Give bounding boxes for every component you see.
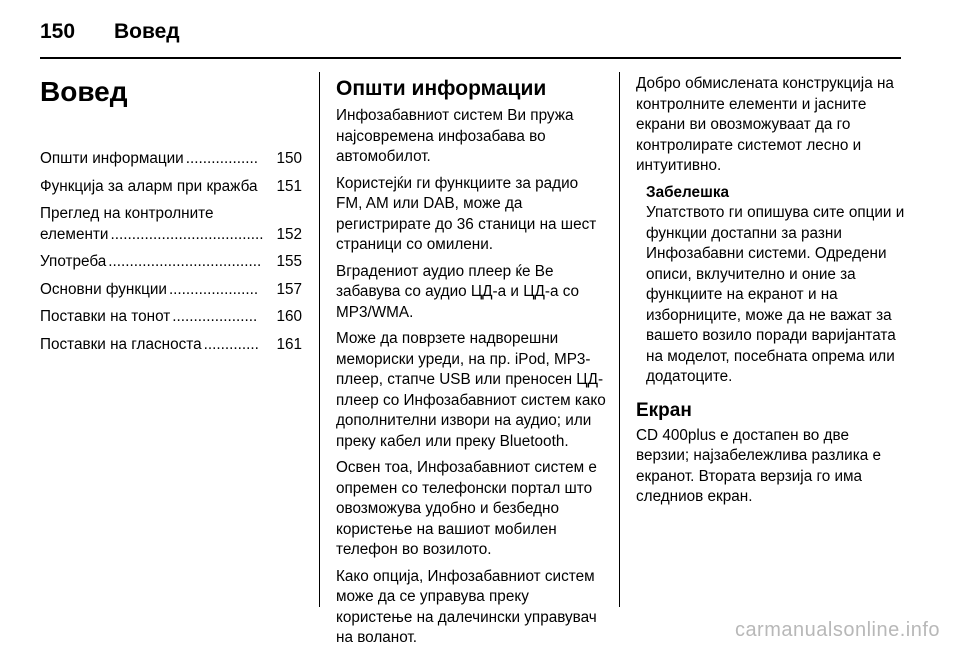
table-of-contents — [40, 149, 302, 355]
page-header — [40, 14, 900, 54]
chapter-title: Вовед — [114, 20, 180, 43]
toc-entry-page: 150 — [276, 150, 302, 167]
toc-entry-label: Поставки на тонот — [40, 308, 171, 325]
toc-entry[interactable] — [40, 177, 302, 198]
toc-dot-leader: .................................... — [110, 225, 264, 243]
toc-dot-leader: ............. — [203, 335, 259, 353]
toc-entry-label: Употреба — [40, 253, 107, 270]
paragraph: Вградениот аудио плеер ќе Ве забавува со аудио ЦД-а и ЦД-а со MP3/WMA. — [336, 262, 580, 321]
watermark: carmanualsonline.info — [734, 619, 940, 641]
toc-entry-page: 152 — [276, 225, 302, 243]
paragraph: Инфозабавниот систем Ви пружа најсовремена инфозабава во автомобилот. — [336, 107, 574, 165]
paragraph: Освен тоа, Инфозабавниот систем е опремен со телефонски портал што овозможува удобно и безбедно користење на вашиот мобилен телефон во возилото. — [336, 459, 597, 558]
screen-paragraph: CD 400plus е достапен во две верзии; најзабележлива разлика е екранот. Втората верзија го има следниов екран. — [636, 426, 881, 505]
toc-entry[interactable] — [40, 149, 302, 170]
note-heading: Забелешка — [646, 183, 729, 201]
page-number: 150 — [40, 20, 76, 43]
toc-entry-page: 151 — [276, 177, 302, 195]
toc-entry-page: 161 — [276, 335, 302, 353]
toc-entry[interactable] — [40, 307, 302, 328]
general-info-column — [336, 68, 606, 655]
toc-entry-label: Основни функции — [40, 280, 167, 298]
header-rule — [40, 57, 901, 59]
toc-entry-label: Општи информации — [40, 150, 184, 167]
toc-title: Вовед — [40, 76, 128, 107]
toc-entry-label: Функција за аларм при кражба — [40, 177, 258, 195]
toc-entry[interactable] — [40, 335, 302, 356]
toc-dot-leader: .................... — [172, 308, 258, 325]
note-block — [646, 183, 906, 388]
section-title-screen: Екран — [636, 399, 692, 421]
paragraph: Користејќи ги функциите за радио FM, AM или DAB, може да регистрирате до 36 станици на шест страници со омилени. — [336, 174, 597, 253]
toc-entry-page: 157 — [276, 280, 302, 298]
column-divider — [319, 72, 320, 607]
paragraph: Може да поврзете надворешни мемориски уреди, на пр. iPod, MP3-плеер, стапче USB или преносен ЦД-плеер со Инфозабавниот систем како дополнителни извори на аудио; или преку кабел или преку Bluetooth. — [336, 330, 606, 450]
section-title: Општи информации — [336, 77, 547, 100]
toc-dot-leader: .................................... — [108, 253, 262, 270]
toc-entry[interactable] — [40, 252, 302, 273]
column-divider — [619, 72, 620, 607]
toc-entry-page: 155 — [276, 253, 302, 270]
paragraph: Како опција, Инфозабавниот систем може да се управува преку користење на далечински управувач на воланот. — [336, 567, 597, 646]
toc-entry[interactable] — [40, 204, 302, 245]
intro-paragraph: Добро обмислената конструкција на контролните елементи и јасните екрани ви овозможуваат да го контролирате системот лесно и интуитивно. — [636, 75, 894, 174]
toc-dot-leader: ..................... — [168, 280, 259, 298]
toc-dot-leader: ................. — [185, 150, 258, 167]
toc-entry[interactable] — [40, 280, 302, 301]
toc-column — [40, 68, 302, 362]
note-text: Упатството ги опишува сите опции и функции достапни за разни Инфозабавни системи. Одредени описи, вклучително и оние за функциите на екранот и на изборниците, може да не важат за вашето возило поради варијантата на моделот, посебната опрема или додатоците. — [646, 204, 905, 385]
toc-entry-page: 160 — [276, 308, 302, 325]
toc-entry-label: елементи — [40, 225, 109, 243]
right-column — [636, 68, 906, 514]
toc-entry-label: Поставки на гласноста — [40, 335, 202, 353]
toc-entry-label-line1: Преглед на контролните — [40, 205, 214, 222]
